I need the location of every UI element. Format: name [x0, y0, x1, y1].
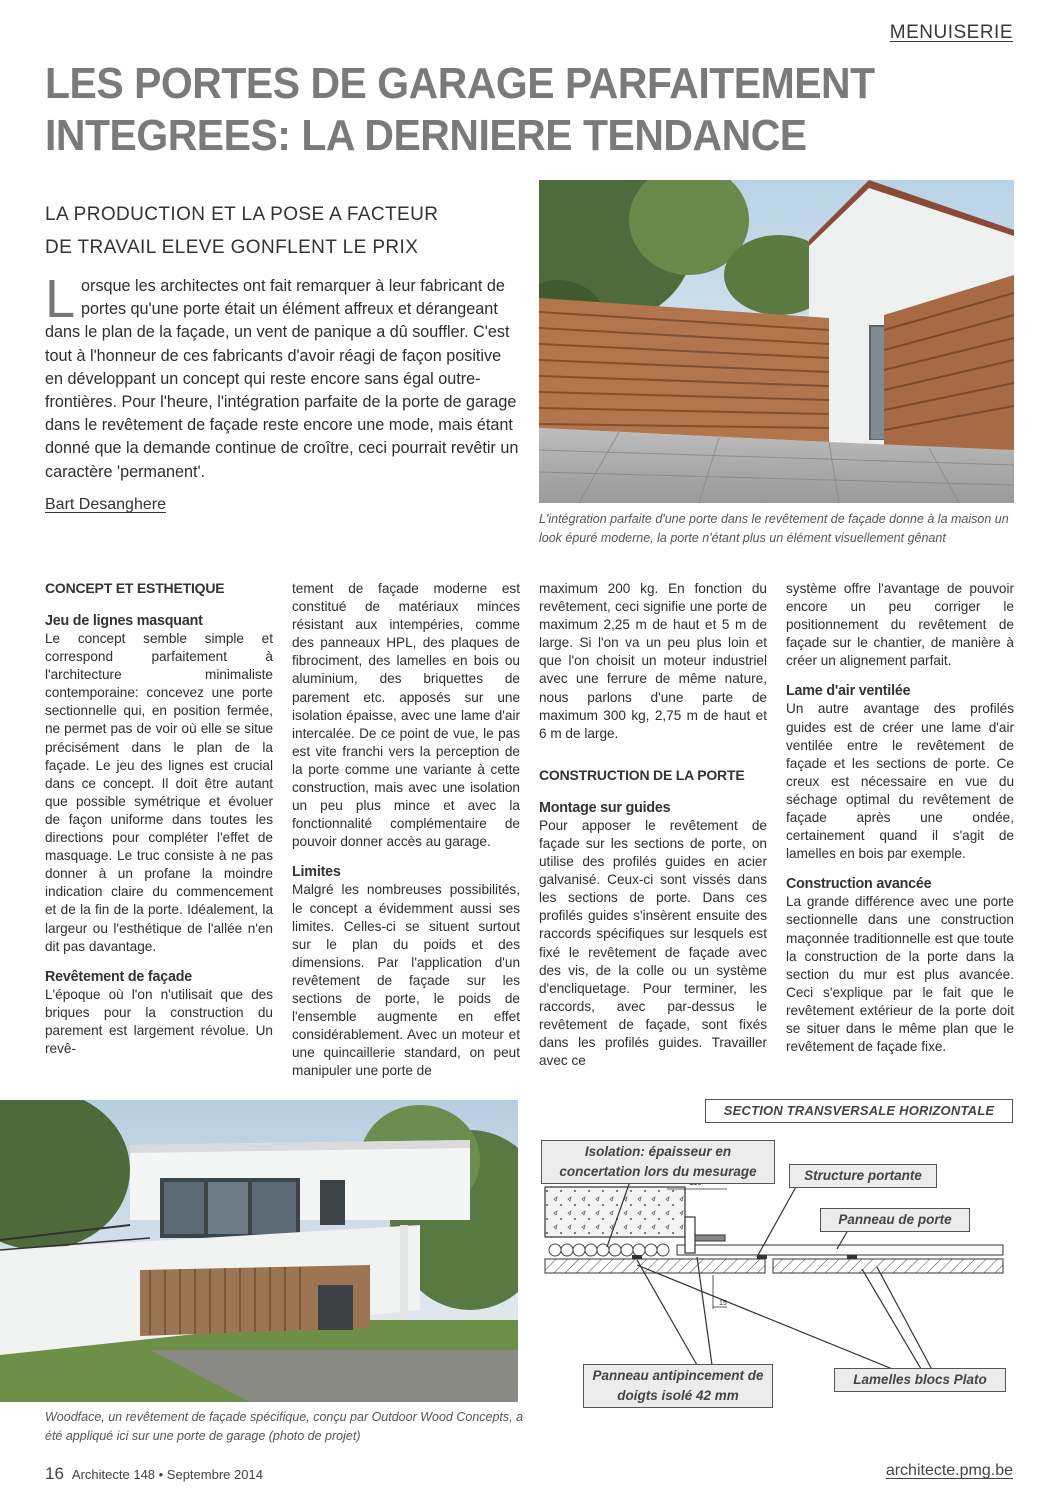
article-subtitle: [45, 198, 515, 264]
title-line-1: LES PORTES DE GARAGE PARFAITEMENT: [45, 59, 875, 108]
photo-house-garage: [539, 180, 1014, 503]
paragraph-montage: Pour apposer le revêtement de façade sur les sections de porte, on utilise des profilés guides en acier galvanisé. Ceux-ci sont vissés dans les sections de porte. Dans ces profilés guides s'insèrent ensuite des raccords spécifiques sur lesquels est fixé le revêtement de façade avec des vis, de la colle ou un système d'encliquetage. Pour terminer, les raccords, avec par-dessus le revêtement de façade, sont fixés dans les profilés guides. Travailler avec ce: [539, 817, 767, 1069]
website-link[interactable]: architecte.pmg.be: [885, 1462, 1013, 1479]
page-number: 16: [45, 1464, 64, 1483]
column-3: [539, 580, 767, 1070]
paragraph-limites: Malgré les nombreuses possibilités, le concept a évidemment aussi ses limites. Celles-ci se situent surtout sur le plan du poids et des dimensions. Par l'application d'un revêtement de façade sur les sections de porte, le poids de l'ensemble augmente en effet considérablement. Avec un moteur et une quincaillerie standard, on peut manipuler une porte de: [292, 882, 520, 1079]
intro-text: orsque les architectes ont fait remarquer à leur fabricant de portes qu'une porte était un élément affreux et dérangeant dans le plan de la façade, un vent de panique a dû souffler. C'est tout à l'honneur de ces fabricants d'avoir réagi de façon positive en développant un concept qui reste encore sans égal outre-frontières. Pour l'heure, l'intégration parfaite de la porte de garage dans le revêtement de façade reste encore une mode, mais étant donné que la demande continue de croître, ceci pourrait revêtir un caractère 'permanent'.: [45, 277, 519, 481]
caption-top-photo: L'intégration parfaite d'une porte dans le revêtement de façade donne à la maison un look épuré moderne, la porte n'étant plus un élément visuellement gênant: [539, 512, 1009, 545]
label-isolation: Isolation: épaisseur en concertation lors du mesurage: [541, 1140, 775, 1184]
paragraph-montage-cont: système offre l'avantage de pouvoir encore un peu corriger le positionnement du revêtement de façade sur le chantier, de manière à créer un alignement parfait.: [786, 581, 1014, 669]
subheading-revetement: Revêtement de façade: [45, 968, 192, 985]
caption-bottom-photo: Woodface, un revêtement de façade spécifique, conçu par Outdoor Wood Concepts, a été appliqué ici sur une porte de garage (photo de projet): [45, 1410, 524, 1443]
column-1: [45, 580, 273, 1058]
label-panneau-antipincement: Panneau antipincement de doigts isolé 42 mm: [583, 1364, 773, 1408]
subheading-montage: Montage sur guides: [539, 799, 671, 816]
paragraph-construction-avancee: La grande différence avec une porte sectionnelle dans une construction maçonnée traditionnelle est que toute la construction de la porte dans la section du mur est plus avancée. Ceci s'explique par le fait que le revêtement extérieur de la porte doit se situer dans le même plan que le revêtement de façade fixe.: [786, 894, 1014, 1055]
subheading-construction-avancee: Construction avancée: [786, 876, 932, 893]
heading-construction: CONSTRUCTION DE LA PORTE: [539, 766, 745, 783]
title-line-2: INTEGREES: LA DERNIERE TENDANCE: [45, 111, 807, 160]
subtitle-line-1: LA PRODUCTION ET LA POSE A FACTEUR: [45, 204, 439, 225]
diagram-title: SECTION TRANSVERSALE HORIZONTALE: [705, 1099, 1013, 1123]
paragraph-revetement-cont: tement de façade moderne est constitué de matériaux minces résistant aux intempéries, comme des panneaux HPL, des plaques de fibrociment, des lamelles en bois ou aluminium, des briquettes de parement etc. apposés sur une isolation épaisse, avec une lame d'air intercalée. De ce point de vue, le pas est vite franchi vers la perception de la porte comme une variante à cette construction, mais avec une isolation un peu plus mince et avec la fonctionnalité complémentaire de pouvoir donner accès au garage.: [292, 581, 520, 850]
subheading-jeu-de-lignes: Jeu de lignes masquant: [45, 613, 203, 629]
footer-issue: [45, 1464, 263, 1484]
author-name: Bart Desanghere: [45, 496, 166, 513]
paragraph-lame-air: Un autre avantage des profilés guides est de créer une lame d'air ventilée entre le revêtement de façade et les sections de porte. Ce creux est nécessaire en vue du séchage optimal du revêtement de façade après une ondée, certainement quand il s'agit de lamelles en bois par exemple.: [786, 701, 1014, 862]
heading-concept: CONCEPT ET ESTHETIQUE: [45, 580, 225, 596]
label-lamelles-plato: Lamelles blocs Plato: [834, 1368, 1006, 1392]
subheading-limites: Limites: [292, 864, 341, 881]
subtitle-line-2: DE TRAVAIL ELEVE GONFLENT LE PRIX: [45, 237, 419, 258]
article-title: [45, 58, 947, 162]
paragraph-concept: Le concept semble simple et correspond parfaitement à l'architecture minimaliste contemporaine: concevez une porte sectionnelle qui, en position fermée, ne permet pas de voir où elle se situe précisément dans le plan de la façade. Le jeu des lignes est crucial dans ce concept. Il doit être autant que possible symétrique et évoluer de façon uniforme dans toutes les directions pour compléter l'effet de masquage. Le truc consiste à ne pas donner à un profane la moindre indication claire du commencement et de la fin de la porte. Idéalement, la largeur ou l'esthétique de l'allée n'en dit pas davantage.: [45, 631, 273, 954]
intro-paragraph: [45, 269, 520, 484]
section-label: MENUISERIE: [889, 22, 1013, 43]
subheading-lame-air: Lame d'air ventilée: [786, 683, 911, 700]
dim-15: 15: [719, 1300, 727, 1307]
column-4: [786, 580, 1014, 1056]
label-panneau-de-porte: Panneau de porte: [820, 1208, 970, 1232]
paragraph-limites-cont: maximum 200 kg. En fonction du revêtement, ceci signifie une porte de maximum 2,25 m de haut et 5 m de large. Si l'on va un peu plus loin et que l'on choisit un moteur industriel avec une ferrure de même nature, nous parlons d'une parte de maximum 300 kg, 2,75 m de haut et 6 m de large.: [539, 581, 767, 741]
issue-info: Architecte 148 • Septembre 2014: [71, 1467, 263, 1482]
label-structure-portante: Structure portante: [789, 1164, 937, 1188]
column-2: [292, 580, 520, 1080]
photo-modern-house: [0, 1100, 518, 1402]
paragraph-revetement: L'époque où l'on n'utilisait que des briques pour la construction du parement est largement révolue. Un revê-: [45, 986, 273, 1056]
drop-cap: L: [45, 269, 76, 329]
